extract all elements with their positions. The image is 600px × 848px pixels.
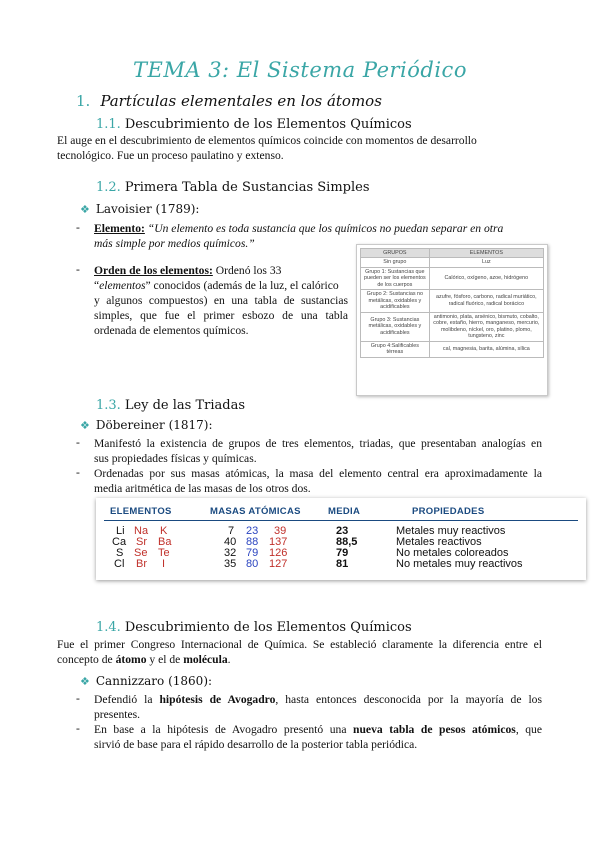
paragraph-line: Defendió la hipótesis de Avogadro, hasta entonces desconocida por la mayoría de los <box>94 693 542 706</box>
table-row: Grupo 3: Sustancias metálicas, oxidables y acidificables antimonio, plata, arsénico, bismuto, cobalto, cobre, estaño, hierro, manganeso, mercurio, molibdeno, níckel, oro, platino, plomo, tungsteno, zinc <box>361 312 544 341</box>
dash-bullet: - <box>76 436 80 449</box>
orden-line: “elementos” conocidos (además de la luz, el calórico <box>94 279 339 292</box>
dash-bullet: - <box>76 466 80 479</box>
definition-line: más simple por medios químicos.” <box>94 237 255 250</box>
orden-label: Orden de los elementos: <box>94 264 213 277</box>
paragraph-line: Manifestó la existencia de grupos de tres elementos, triadas, que presentaban analogías en <box>94 437 542 450</box>
scientist-year: (1789): <box>155 202 200 216</box>
orden-line: simples, que fue el primer esbozo de una tabla <box>94 309 348 322</box>
scientist-name: Döbereiner <box>95 418 165 432</box>
avogadro-term: hipótesis de Avogadro <box>159 693 276 706</box>
section-1-1-heading <box>96 117 412 132</box>
paragraph-line: Fue el primer Congreso Internacional de Química. Se estableció claramente la diferencia entre el <box>57 638 542 651</box>
section-title: Descubrimiento de los Elementos Químicos <box>124 620 412 635</box>
table-header: PROPIEDADES <box>412 506 485 517</box>
nueva-tabla-term: nueva tabla de pesos atómicos <box>353 723 516 736</box>
orden-line: Orden de los elementos: Ordenó los 33 <box>94 264 282 277</box>
cannizzaro-heading <box>80 674 212 688</box>
table-header: ELEMENTOS <box>110 506 172 517</box>
dash-bullet: - <box>76 722 80 735</box>
atomo-term: átomo <box>115 653 147 666</box>
table-row: S Se Te 32 79 126 79 No metales coloreados <box>116 547 509 559</box>
table-header: MASAS ATÓMICAS <box>210 506 301 517</box>
table-row: Grupo 2: Sustancias no metálicas, oxidables y acidificables azufre, fósforo, carbono, radical muriático, radical fluórico, radical borácico <box>361 290 544 313</box>
paragraph-line: Ordenadas por sus masas atómicas, la masa del elemento central era aproximadamente la <box>94 467 542 480</box>
paragraph-line: tecnológico. Fue un proceso paulatino y extenso. <box>57 149 284 162</box>
elemento-label: Elemento: <box>94 222 145 235</box>
paragraph-line: presentes. <box>94 708 141 721</box>
dash-bullet: - <box>76 263 80 276</box>
groups-table-image <box>356 244 548 396</box>
section-number: 1.1. <box>96 117 121 132</box>
lavoisier-heading <box>80 202 199 216</box>
table-row: Ca Sr Ba 40 88 137 88,5 Metales reactivos <box>112 536 482 548</box>
paragraph-line: En base a la hipótesis de Avogadro presentó una nueva tabla de pesos atómicos, que <box>94 723 543 736</box>
section-1-2-heading <box>96 180 370 195</box>
triads-table <box>96 498 586 580</box>
section-title: Primera Tabla de Sustancias Simples <box>124 180 370 195</box>
dobereiner-heading <box>80 418 213 432</box>
table-header: GRUPOS <box>361 249 430 258</box>
dash-bullet: - <box>76 692 80 705</box>
table-row: Cl Br I 35 80 127 81 No metales muy reactivos <box>114 558 523 570</box>
scientist-name: Cannizzaro <box>95 674 165 688</box>
diamond-bullet-icon: ❖ <box>80 203 90 216</box>
section-title: Ley de las Triadas <box>124 398 246 413</box>
paragraph-line: media aritmética de las masas de los otros dos. <box>94 482 311 495</box>
orden-line: ordenada de elementos químicos. <box>94 324 249 337</box>
section-1-3-heading <box>96 398 245 413</box>
definition-line: “Un elemento es toda sustancia que los químicos no puedan separar en otra <box>147 222 504 235</box>
table-header: MEDIA <box>328 506 361 517</box>
section-number: 1.2. <box>96 180 121 195</box>
orden-line: y algunos compuestos) en una tabla de sustancias <box>94 294 348 307</box>
elemento-definition <box>94 221 544 236</box>
table-header: ELEMENTOS <box>429 249 543 258</box>
dash-bullet: - <box>76 221 80 234</box>
molecula-term: molécula <box>183 653 228 666</box>
paragraph-line: concepto de átomo y el de molécula. <box>57 653 231 666</box>
section-1-heading <box>76 92 382 110</box>
table-row: Grupo 4:Salificables térreas cal, magnesia, barita, alúmina, sílica <box>361 341 544 357</box>
paragraph-line: sus propiedades físicas y químicas. <box>94 452 257 465</box>
header-divider <box>104 520 578 521</box>
section-number: 1.3. <box>96 398 121 413</box>
table-row: Grupo 1: Sustancias que pueden ser los elementos de los cuerpos Calórico, oxígeno, azoe, hidrógeno <box>361 267 544 290</box>
scientist-name: Lavoisier <box>95 202 152 216</box>
section-title: Descubrimiento de los Elementos Químicos <box>124 117 412 132</box>
section-number: 1. <box>76 92 91 110</box>
scientist-year: (1817): <box>168 418 213 432</box>
paragraph-line: El auge en el descubrimiento de elementos químicos coincide con momentos de desarrollo <box>57 134 477 147</box>
table-row: Li Na K 7 23 39 23 Metales muy reactivos <box>116 525 506 537</box>
table-row: Sin grupo Luz <box>361 258 544 268</box>
diamond-bullet-icon: ❖ <box>80 419 90 432</box>
diamond-bullet-icon: ❖ <box>80 675 90 688</box>
section-1-4-heading <box>96 620 412 635</box>
scientist-year: (1860): <box>168 674 213 688</box>
paragraph-line: sirvió de base para el rápido desarrollo de la posterior tabla periódica. <box>94 738 418 751</box>
page-title: TEMA 3: El Sistema Periódico <box>133 58 467 82</box>
section-title: Partículas elementales en los átomos <box>100 92 382 110</box>
section-number: 1.4. <box>96 620 121 635</box>
